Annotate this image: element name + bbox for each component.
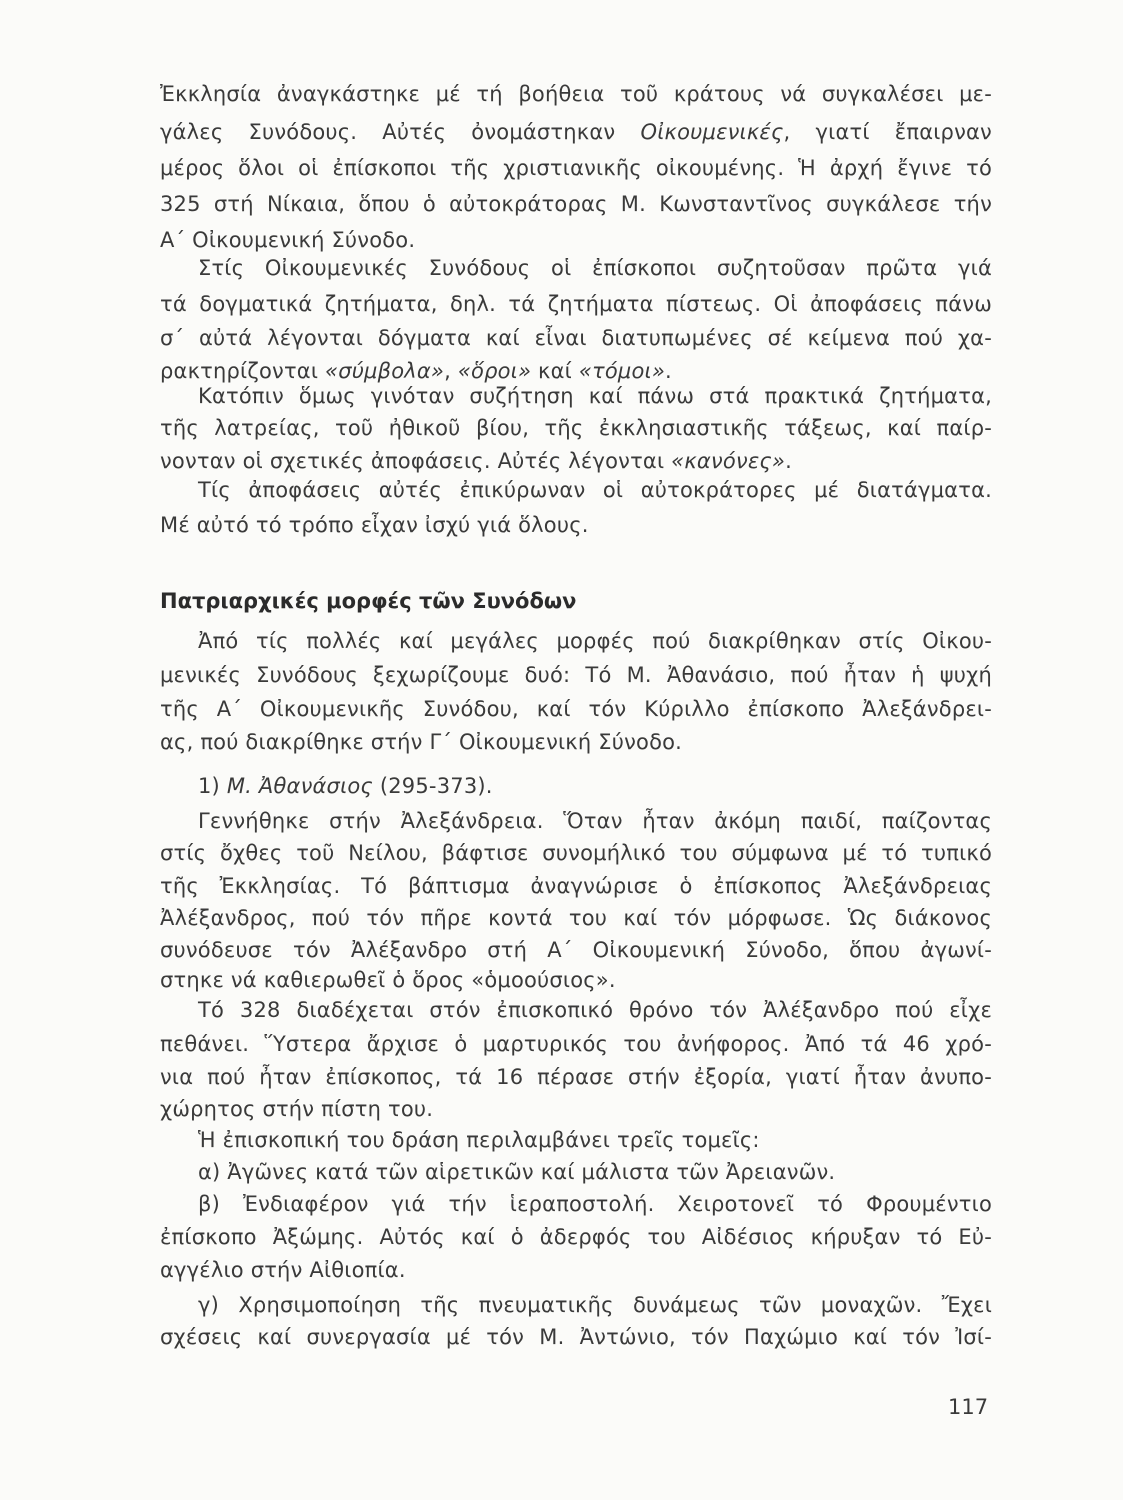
text-line: νια πού ἦταν ἐπίσκοπος, τά 16 πέρασε στήν ἐξορία, γιατί ἦταν ἀνυπο- xyxy=(160,1065,992,1089)
text-line: Ἡ ἐπισκοπική του δράση περιλαμβάνει τρεῖς τομεῖς: xyxy=(198,1128,760,1152)
text-line: μέρος ὅλοι οἱ ἐπίσκοποι τῆς χριστιανικῆς οἰκουμένης. Ἡ ἀρχή ἔγινε τό xyxy=(160,156,992,180)
italic-term: «ὅροι» xyxy=(457,359,532,383)
page-number: 117 xyxy=(948,1395,989,1419)
text-span: καί xyxy=(538,359,572,383)
text-line: χώρητος στήν πίστη του. xyxy=(160,1097,434,1121)
italic-term: «κανόνες» xyxy=(671,449,786,473)
text-line: Τό 328 διαδέχεται στόν ἐπισκοπικό θρόνο τόν Ἀλέξανδρο πού εἶχε xyxy=(198,998,992,1022)
text-line xyxy=(160,446,992,476)
text-span: , γιατί ἔπαιρναν xyxy=(783,120,992,144)
text-line: 325 στή Νίκαια, ὅπου ὁ αὐτοκράτορας Μ. Κωνσταντῖνος συγκάλεσε τήν xyxy=(160,192,992,216)
text-line: τῆς Α΄ Οἰκουμενικῆς Συνόδου, καί τόν Κύριλλο ἐπίσκοπο Ἀλεξάνδρει- xyxy=(160,697,992,721)
italic-term: «σύμβολα» xyxy=(325,359,445,383)
subsection-heading xyxy=(198,771,992,801)
section-heading: Πατριαρχικές μορφές τῶν Συνόδων xyxy=(160,589,577,613)
text-line: συνόδευσε τόν Ἀλέξανδρο στή Α΄ Οἰκουμενική Σύνοδο, ὅπου ἀγωνί- xyxy=(160,938,992,962)
list-item: α) Ἀγῶνες κατά τῶν αἱρετικῶν καί μάλιστα τῶν Ἀρειανῶν. xyxy=(198,1160,836,1184)
text-span: , xyxy=(444,359,451,383)
text-line: Στίς Οἰκουμενικές Συνόδους οἱ ἐπίσκοποι συζητοῦσαν πρῶτα γιά xyxy=(198,256,992,280)
text-line: Ἀλέξανδρος, πού τόν πῆρε κοντά του καί τόν μόρφωσε. Ὡς διάκονος xyxy=(160,906,992,930)
text-span: γάλες Συνόδους. Αὐτές ὀνομάστηκαν xyxy=(160,120,616,144)
text-line: Μέ αὐτό τό τρόπο εἶχαν ἰσχύ γιά ὅλους. xyxy=(160,513,589,537)
text-line: ἐπίσκοπο Ἀξώμης. Αὐτός καί ὁ ἀδερφός του Αἰδέσιος κήρυξαν τό Εὐ- xyxy=(160,1225,992,1249)
text-span: . xyxy=(665,359,672,383)
text-line: Ἀπό τίς πολλές καί μεγάλες μορφές πού διακρίθηκαν στίς Οἰκου- xyxy=(198,629,992,653)
text-line: αγγέλιο στήν Αἰθιοπία. xyxy=(160,1258,406,1282)
subsection-name: Μ. Ἀθανάσιος xyxy=(226,774,373,798)
list-item: β) Ἐνδιαφέρον γιά τήν ἱεραποστολή. Χειροτονεῖ τό Φρουμέντιο xyxy=(198,1192,992,1216)
text-line: ας, πού διακρίθηκε στήν Γ΄ Οἰκουμενική Σύνοδο. xyxy=(160,730,683,754)
text-line: στίς ὄχθες τοῦ Νείλου, βάφτισε συνομήλικό του σύμφωνα μέ τό τυπικό xyxy=(160,841,992,865)
text-span: νονταν οἱ σχετικές ἀποφάσεις. Αὐτές λέγονται xyxy=(160,449,665,473)
list-item: γ) Χρησιμοποίηση τῆς πνευματικῆς δυνάμεως τῶν μοναχῶν. Ἔχει xyxy=(198,1293,992,1317)
text-line: τά δογματικά ζητήματα, δηλ. τά ζητήματα πίστεως. Οἱ ἀποφάσεις πάνω xyxy=(160,292,992,316)
italic-term: Οἰκουμενικές xyxy=(640,120,784,144)
text-line: Ἐκκλησία ἀναγκάστηκε μέ τή βοήθεια τοῦ κράτους νά συγκαλέσει με- xyxy=(160,82,992,106)
text-line: σ΄ αὐτά λέγονται δόγματα καί εἶναι διατυπωμένες σέ κείμενα πού χα- xyxy=(160,326,992,350)
text-line: στηκε νά καθιερωθεῖ ὁ ὅρος «ὁμοούσιος». xyxy=(160,968,616,992)
subsection-number: 1) xyxy=(198,774,220,798)
text-span: . xyxy=(785,449,792,473)
text-line: Κατόπιν ὅμως γινόταν συζήτηση καί πάνω στά πρακτικά ζητήματα, xyxy=(198,384,992,408)
text-line: σχέσεις καί συνεργασία μέ τόν Μ. Ἀντώνιο, τόν Παχώμιο καί τόν Ἰσί- xyxy=(160,1325,992,1349)
text-line: Τίς ἀποφάσεις αὐτές ἐπικύρωναν οἱ αὐτοκράτορες μέ διατάγματα. xyxy=(198,478,992,502)
text-line: τῆς λατρείας, τοῦ ἠθικοῦ βίου, τῆς ἐκκλησιαστικῆς τάξεως, καί παίρ- xyxy=(160,416,992,440)
italic-term: «τόμοι» xyxy=(578,359,666,383)
text-line: πεθάνει. Ὕστερα ἄρχισε ὁ μαρτυρικός του ἀνήφορος. Ἀπό τά 46 χρό- xyxy=(160,1032,992,1056)
text-line: Γεννήθηκε στήν Ἀλεξάνδρεια. Ὅταν ἦταν ἀκόμη παιδί, παίζοντας xyxy=(198,809,992,833)
text-span: ρακτηρίζονται xyxy=(160,359,319,383)
text-line xyxy=(160,117,992,147)
text-line: τῆς Ἐκκλησίας. Τό βάπτισμα ἀναγνώρισε ὁ ἐπίσκοπος Ἀλεξάνδρειας xyxy=(160,874,992,898)
text-line: Α΄ Οἰκουμενική Σύνοδο. xyxy=(160,228,416,252)
subsection-dates: (295-373). xyxy=(379,774,493,798)
text-line: μενικές Συνόδους ξεχωρίζουμε δυό: Τό Μ. Ἀθανάσιο, πού ἦταν ἡ ψυχή xyxy=(160,663,992,687)
